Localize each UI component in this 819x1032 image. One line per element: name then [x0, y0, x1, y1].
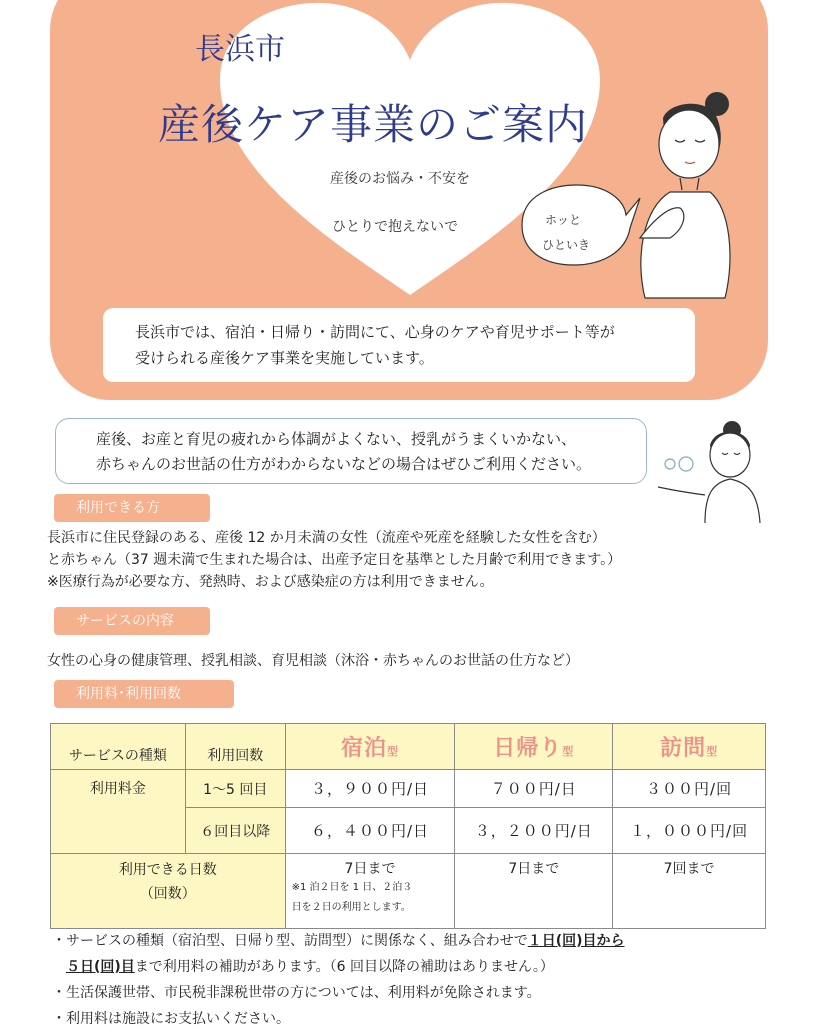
days-daytrip: 7日まで — [455, 854, 613, 929]
fee-table — [50, 723, 766, 929]
concern-line-1: 産後、お産と育児の疲れから体調がよくない、授乳がうまくいかない、 — [96, 430, 577, 448]
head-visit-type: 訪問型 — [613, 724, 766, 770]
head-daytrip-type: 日帰り型 — [455, 724, 613, 770]
row1-stay: ３，９００円/日 — [285, 770, 455, 808]
note-3: ・利用料は施設にお支払いください。 — [52, 1011, 290, 1027]
row2-label: ６回目以降 — [185, 808, 285, 854]
subtitle-line-1: 産後のお悩み・不安を — [330, 171, 470, 187]
eligibility-line-2: と赤ちゃん（37 週未満で生まれた場合は、出産予定日を基準とした月齢で利用できます。） — [47, 552, 622, 568]
days-note-1: ※1 泊２日を 1 日、２泊３ — [291, 882, 413, 893]
days-label — [51, 854, 286, 929]
days-label-1: 利用できる日数 — [118, 862, 217, 878]
note-2: ・生活保護世帯、市民税非課税世帯の方については、利用料が免除されます。 — [52, 985, 541, 1001]
days-label-2: （回数） — [139, 886, 196, 902]
days-note-2: 日を２日の利用とします。 — [291, 902, 411, 913]
concern-box — [55, 418, 647, 484]
page-title: 産後ケア事業のご案内 — [158, 100, 589, 149]
nurse-illustration — [650, 415, 765, 525]
intro-line-2: 受けられる産後ケア事業を実施しています。 — [135, 349, 434, 367]
row2-daytrip: ３，２００円/日 — [455, 808, 613, 854]
note-1: ・サービスの種類（宿泊型、日帰り型、訪問型）に関係なく、組み合わせで１日(回)目から — [52, 933, 625, 949]
bubble-text-2: ひといき — [542, 238, 591, 252]
service-text: 女性の心身の健康管理、授乳相談、育児相談（沐浴・赤ちゃんのお世話の仕方など） — [47, 653, 579, 669]
row1-label: 1～5 回目 — [185, 770, 285, 808]
notes — [52, 928, 625, 1032]
label-fees: 利用料･利用回数 — [54, 680, 234, 708]
subtitle-line-2: ひとりで抱えないで — [332, 219, 458, 235]
eligibility-line-3: ※医療行為が必要な方、発熱時、および感染症の方は利用できません。 — [47, 574, 494, 590]
concern-line-2: 赤ちゃんのお世話の仕方がわからないなどの場合はぜひご利用ください。 — [96, 455, 592, 473]
label-service: サービスの内容 — [54, 607, 210, 635]
row1-visit: ３００円/回 — [613, 770, 766, 808]
head-service-type: サービスの種類 — [51, 724, 186, 770]
woman-illustration — [625, 88, 735, 303]
days-stay-value: 7日まで — [344, 861, 396, 877]
eligibility-line-1: 長浜市に住民登録のある、産後 12 か月未満の女性（流産や死産を経験した女性を含む） — [47, 530, 606, 546]
days-stay — [285, 854, 455, 929]
head-use-count: 利用回数 — [185, 724, 285, 770]
days-visit: 7回まで — [613, 854, 766, 929]
intro-line-1: 長浜市では、宿泊・日帰り・訪問にて、心身のケアや育児サポート等が — [135, 323, 615, 341]
intro-box — [103, 308, 695, 382]
row2-stay: ６，４００円/日 — [285, 808, 455, 854]
row2-visit: １，０００円/回 — [613, 808, 766, 854]
eligibility-text — [47, 527, 621, 593]
head-stay-type: 宿泊型 — [285, 724, 455, 770]
bubble-text-1: ホッと — [545, 213, 582, 227]
row1-daytrip: ７００円/日 — [455, 770, 613, 808]
fee-label: 利用料金 — [51, 770, 186, 854]
city-name: 長浜市 — [195, 32, 285, 67]
note-1b: ５日(回)目まで利用料の補助があります。（6 回目以降の補助はありません。） — [66, 959, 554, 975]
label-eligibility: 利用できる方 — [54, 494, 210, 522]
